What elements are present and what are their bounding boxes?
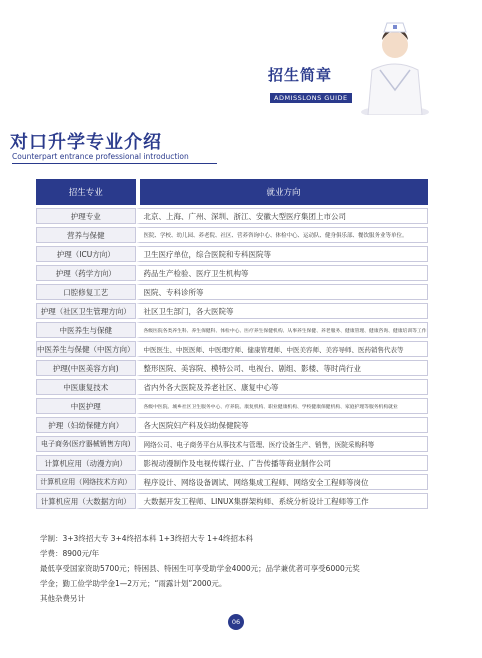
info-line: 学制：3+3终招大专 3+4终招本科 1+3终招大专 1+4终招本科 [40,534,253,543]
major-cell: 中医养生与保健（中医方向） [36,341,136,357]
direction-cell: 医院、专科诊所等 [136,284,428,300]
direction-cell: 大数据开发工程师、LINUX集群架构师、系统分析设计工程师等工作 [136,493,428,509]
major-cell: 护理（妇幼保健方向） [36,417,136,433]
table-row [36,284,428,300]
major-cell: 护理(中医美容方向) [36,360,136,376]
info-line: 其他杂费另计 [40,594,85,603]
table-row [36,436,428,452]
direction-cell: 整形医院、美容院、模特公司、电视台、剧组、影楼、等时尚行业 [136,360,428,376]
major-cell: 中医养生与保健 [36,322,136,338]
brochure-subtitle: ADMISSLONS GUIDE [270,93,352,103]
direction-cell: 卫生医疗单位，综合医院和专科医院等 [136,246,428,262]
table-row [36,379,428,395]
admission-info [40,531,360,606]
table-row [36,474,428,490]
direction-cell: 医院、学校、幼儿园、养老院、社区、营养咨询中心、体检中心、运动队、健身俱乐部、餐饮服务业等单位。 [136,227,428,243]
header-major: 招生专业 [36,179,136,205]
table-row [36,246,428,262]
info-line: 学费：8900元/年 [40,549,100,558]
table-row [36,493,428,509]
section-title: 对口升学专业介绍 [10,132,162,153]
table-header-row [36,179,428,205]
direction-cell: 各级中医院、城乡社区卫生服务中心、疗养院、康复机构、职业健康机构、学校健康保健机构、家庭护理等服务机构就业 [136,398,428,414]
table-row [36,455,428,471]
table-row [36,303,428,319]
major-cell: 计算机应用（大数据方向） [36,493,136,509]
major-cell: 护理专业 [36,208,136,224]
major-cell: 计算机应用（网络技术方向） [36,474,136,490]
page-number: 06 [228,614,244,630]
table-row [36,265,428,281]
table-row [36,398,428,414]
major-cell: 护理（药学方向） [36,265,136,281]
major-cell: 中医护理 [36,398,136,414]
table-row [36,341,428,357]
section-subtitle: Counterpart entrance professional introduction [12,152,189,161]
major-cell: 中医康复技术 [36,379,136,395]
major-cell: 护理（ICU方向） [36,246,136,262]
direction-cell: 北京、上海、广州、深圳、浙江、安徽大型医疗集团上市公司 [136,208,428,224]
table-row [36,360,428,376]
direction-cell: 中医医生、中医医师、中医理疗师、健康管理师、中医美容师、美容导师、医药销售代表等 [136,341,428,357]
direction-cell: 网络公司、电子商务平台从事技术与管理、医疗设备生产、销售，医院采购科等 [136,436,428,452]
header-direction: 就业方向 [136,179,428,205]
nurse-photo [360,10,430,115]
table-row [36,417,428,433]
major-cell: 护理（社区卫生管理方向） [36,303,136,319]
direction-cell: 省内外各大医院及养老社区、康复中心等 [136,379,428,395]
section-divider [12,163,217,164]
direction-cell: 各级医院各类养生科、养生保健科、体检中心、医疗养生保健机构、从事养生保健、养老服务、健康管理、健康咨询、健康培训等工作 [136,322,428,338]
major-cell: 营养与保健 [36,227,136,243]
table-row [36,322,428,338]
direction-cell: 程序设计、网络设备调试、网络集成工程师、网络安全工程师等岗位 [136,474,428,490]
major-table [36,176,428,512]
major-cell: 计算机应用（动漫方向） [36,455,136,471]
table-row [36,227,428,243]
info-line: 最低享受国家资助5700元；特困县、特困生可享受助学金4000元；品学兼优者可享受6000元奖 [40,564,360,573]
table-row [36,208,428,224]
brochure-title: 招生简章 [268,66,333,84]
major-cell: 口腔修复工艺 [36,284,136,300]
direction-cell: 社区卫生部门，各大医院等 [136,303,428,319]
direction-cell: 各大医院妇产科及妇幼保健院等 [136,417,428,433]
info-line: 学金；勤工俭学助学金1—2万元；“雨露计划”2000元。 [40,579,227,588]
major-cell: 电子商务(医疗器械销售方向) [36,436,136,452]
direction-cell: 药品生产检验、医疗卫生机构等 [136,265,428,281]
direction-cell: 影视动漫制作及电视传媒行业、广告传播等商业制作公司 [136,455,428,471]
